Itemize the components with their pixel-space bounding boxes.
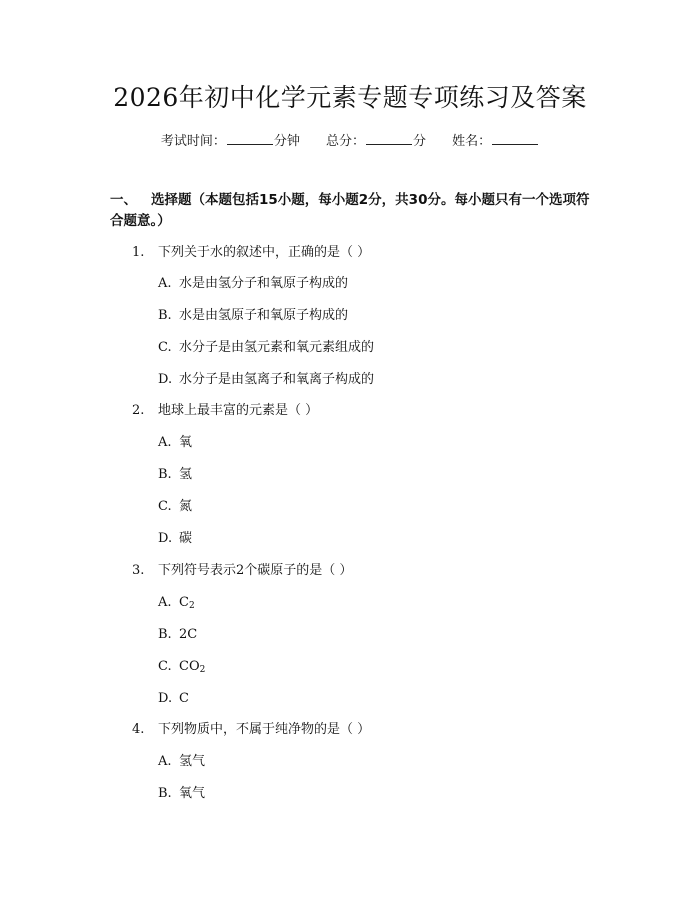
question-number: 3. [132, 563, 145, 578]
option-text: CO [179, 659, 200, 674]
question-number: 4. [132, 722, 145, 737]
score-field [326, 134, 426, 149]
option-text: 水是由氢原子和氧原子构成的 [179, 308, 349, 323]
option-letter: C. [158, 340, 172, 355]
name-label: 姓名： [452, 134, 492, 149]
question-2-option-c[interactable] [158, 498, 192, 516]
option-letter: D. [158, 372, 173, 387]
question-1-option-b[interactable] [158, 307, 348, 325]
score-blank[interactable] [366, 132, 412, 145]
question-3-option-a[interactable] [158, 594, 195, 615]
question-2-option-d[interactable] [158, 530, 192, 548]
time-field [161, 134, 300, 149]
page-title: 2026年初中化学元素专题专项练习及答案 [113, 83, 587, 112]
option-subscript: 2 [199, 665, 206, 675]
question-3-option-d[interactable] [158, 690, 189, 708]
section-number: 一、 [110, 192, 137, 208]
option-letter: A. [158, 435, 172, 450]
question-2-option-a[interactable] [158, 434, 192, 452]
question-3 [132, 562, 352, 580]
question-stem: 下列物质中，不属于纯净物的是（ ） [158, 722, 371, 737]
question-2-option-b[interactable] [158, 466, 192, 484]
question-1 [132, 244, 370, 262]
question-number: 2. [132, 403, 145, 418]
time-unit: 分钟 [273, 134, 300, 149]
option-text: C [179, 691, 189, 706]
option-letter: B. [158, 467, 172, 482]
option-text: 水是由氢分子和氧原子构成的 [179, 276, 349, 291]
option-letter: A. [158, 276, 172, 291]
option-text: 水分子是由氢离子和氧离子构成的 [179, 372, 375, 387]
option-text: 2C [179, 627, 198, 642]
question-3-option-b[interactable] [158, 626, 197, 644]
question-stem: 地球上最丰富的元素是（ ） [158, 403, 319, 418]
section-text: 选择题（本题包括15小题，每小题2分，共30分。每小题只有一个选项符合题意。） [110, 192, 590, 229]
option-letter: C. [158, 659, 172, 674]
score-label: 总分： [325, 134, 365, 149]
option-text: 水分子是由氢元素和氧元素组成的 [179, 340, 375, 355]
option-letter: D. [158, 531, 173, 546]
question-1-option-a[interactable] [158, 275, 348, 293]
option-text: 氢 [179, 467, 193, 482]
option-letter: B. [158, 627, 172, 642]
name-field [452, 134, 539, 149]
question-stem: 下列关于水的叙述中，正确的是（ ） [158, 245, 371, 260]
name-blank[interactable] [492, 132, 538, 145]
question-1-option-c[interactable] [158, 339, 374, 357]
question-4-option-b[interactable] [158, 785, 205, 803]
question-4 [132, 721, 370, 739]
question-3-option-c[interactable] [158, 658, 205, 679]
question-number: 1. [132, 245, 145, 260]
option-text: C [179, 595, 189, 610]
option-letter: B. [158, 786, 172, 801]
option-letter: A. [158, 595, 172, 610]
option-letter: A. [158, 754, 172, 769]
time-label: 考试时间： [160, 134, 226, 149]
option-letter: B. [158, 308, 172, 323]
time-blank[interactable] [227, 132, 273, 145]
question-2 [132, 402, 318, 420]
option-text: 氧气 [179, 786, 206, 801]
option-text: 碳 [179, 531, 193, 546]
option-text: 氧 [179, 435, 193, 450]
option-letter: C. [158, 499, 172, 514]
option-text: 氮 [179, 499, 193, 514]
option-letter: D. [158, 691, 173, 706]
question-1-option-d[interactable] [158, 371, 374, 389]
question-stem: 下列符号表示2个碳原子的是（ ） [158, 563, 353, 578]
exam-meta [0, 132, 700, 151]
question-4-option-a[interactable] [158, 753, 205, 771]
option-subscript: 2 [188, 601, 195, 611]
score-unit: 分 [413, 134, 427, 149]
section-heading [110, 190, 600, 232]
option-text: 氢气 [179, 754, 206, 769]
